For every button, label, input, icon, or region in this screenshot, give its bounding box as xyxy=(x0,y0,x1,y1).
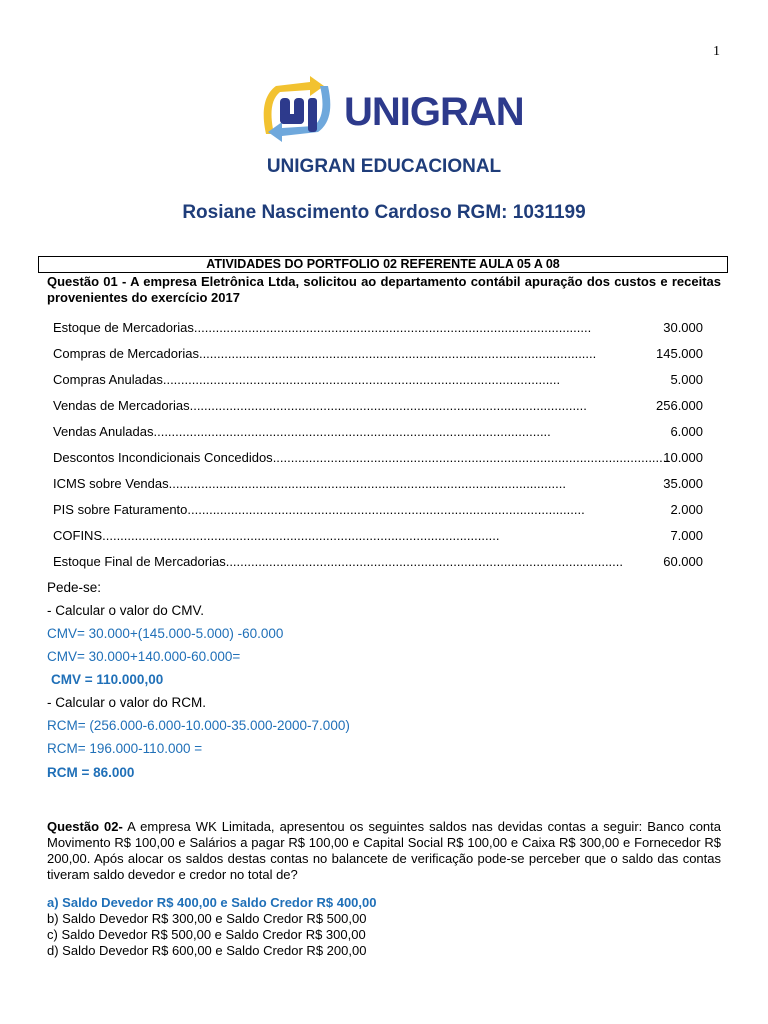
student-line: Rosiane Nascimento Cardoso RGM: 1031199 xyxy=(182,202,586,223)
question-2-label: Questão 02- xyxy=(47,819,123,834)
item-value: 60.000 xyxy=(663,554,703,569)
item-label: Estoque de Mercadorias.............................................................................................................. xyxy=(53,320,592,335)
logo-wordmark: UNIGRAN xyxy=(344,90,524,134)
cmv-result: CMV = 110.000,00 xyxy=(51,672,164,687)
item-label: COFINS.............................................................................................................. xyxy=(53,528,500,543)
rcm-formula-line-1: RCM= (256.000-6.000-10.000-35.000-2000-7.000) xyxy=(47,718,350,733)
list-item xyxy=(53,346,703,366)
list-item xyxy=(53,372,703,392)
list-item xyxy=(53,398,703,418)
item-label: Descontos Incondicionais Concedidos.............................................................................................................. xyxy=(53,450,670,465)
item-value: 2.000 xyxy=(670,502,703,517)
question-1-heading: Questão 01 - A empresa Eletrônica Ltda, solicitou ao departamento contábil apuração dos custos e receitas provenientes do exercício 2017 xyxy=(47,274,721,305)
page-number: 1 xyxy=(713,44,720,59)
list-item xyxy=(53,554,703,574)
item-label: Compras Anuladas.............................................................................................................. xyxy=(53,372,561,387)
item-label: Vendas Anuladas.............................................................................................................. xyxy=(53,424,551,439)
answer-option-a: a) Saldo Devedor R$ 400,00 e Saldo Credor R$ 400,00 xyxy=(47,895,377,910)
cmv-formula-line-1: CMV= 30.000+(145.000-5.000) -60.000 xyxy=(47,626,284,641)
list-item xyxy=(53,502,703,522)
item-label: Compras de Mercadorias.............................................................................................................. xyxy=(53,346,597,361)
portfolio-banner: ATIVIDADES DO PORTFOLIO 02 REFERENTE AULA 05 A 08 xyxy=(38,256,728,273)
answer-option-c: c) Saldo Devedor R$ 500,00 e Saldo Credor R$ 300,00 xyxy=(47,927,366,942)
item-value: 30.000 xyxy=(663,320,703,335)
calc-rcm-instruction: - Calcular o valor do RCM. xyxy=(47,695,207,710)
item-label: Estoque Final de Mercadorias.............................................................................................................. xyxy=(53,554,624,569)
item-value: 7.000 xyxy=(670,528,703,543)
item-value: 256.000 xyxy=(656,398,703,413)
answer-option-d: d) Saldo Devedor R$ 600,00 e Saldo Credor R$ 200,00 xyxy=(47,943,367,958)
rcm-result: RCM = 86.000 xyxy=(47,765,135,780)
org-name: UNIGRAN EDUCACIONAL xyxy=(266,156,502,177)
list-item xyxy=(53,424,703,444)
list-item xyxy=(53,450,703,470)
list-item xyxy=(53,320,703,340)
answer-option-b: b) Saldo Devedor R$ 300,00 e Saldo Credor R$ 500,00 xyxy=(47,911,367,926)
question-2-text xyxy=(47,819,721,883)
item-label: Vendas de Mercadorias.............................................................................................................. xyxy=(53,398,587,413)
item-value: 35.000 xyxy=(663,476,703,491)
cmv-formula-line-2: CMV= 30.000+140.000-60.000= xyxy=(47,649,241,664)
item-value: 145.000 xyxy=(656,346,703,361)
item-label: PIS sobre Faturamento.............................................................................................................. xyxy=(53,502,585,517)
item-label: ICMS sobre Vendas.............................................................................................................. xyxy=(53,476,566,491)
item-value: 10.000 xyxy=(663,450,703,465)
calc-cmv-instruction: - Calcular o valor do CMV. xyxy=(47,603,205,618)
question-2-body: A empresa WK Limitada, apresentou os seguintes saldos nas devidas contas a seguir: Banco conta Movimento R$ 100,00 e Salários a pagar R$ 100,00 e Capital Social R$ 100,00 e Caixa R$ 300,00 e Fornecedor R$ 200,00. Após alocar os saldos destas contas no balancete de verificação pode-se perceber que o saldo das contas tiveram saldo devedor e credor no total de? xyxy=(47,819,722,882)
item-value: 6.000 xyxy=(670,424,703,439)
item-value: 5.000 xyxy=(670,372,703,387)
list-item xyxy=(53,476,703,496)
list-item xyxy=(53,528,703,548)
rcm-formula-line-2: RCM= 196.000-110.000 = xyxy=(47,741,203,756)
pede-se-label: Pede-se: xyxy=(47,580,102,595)
